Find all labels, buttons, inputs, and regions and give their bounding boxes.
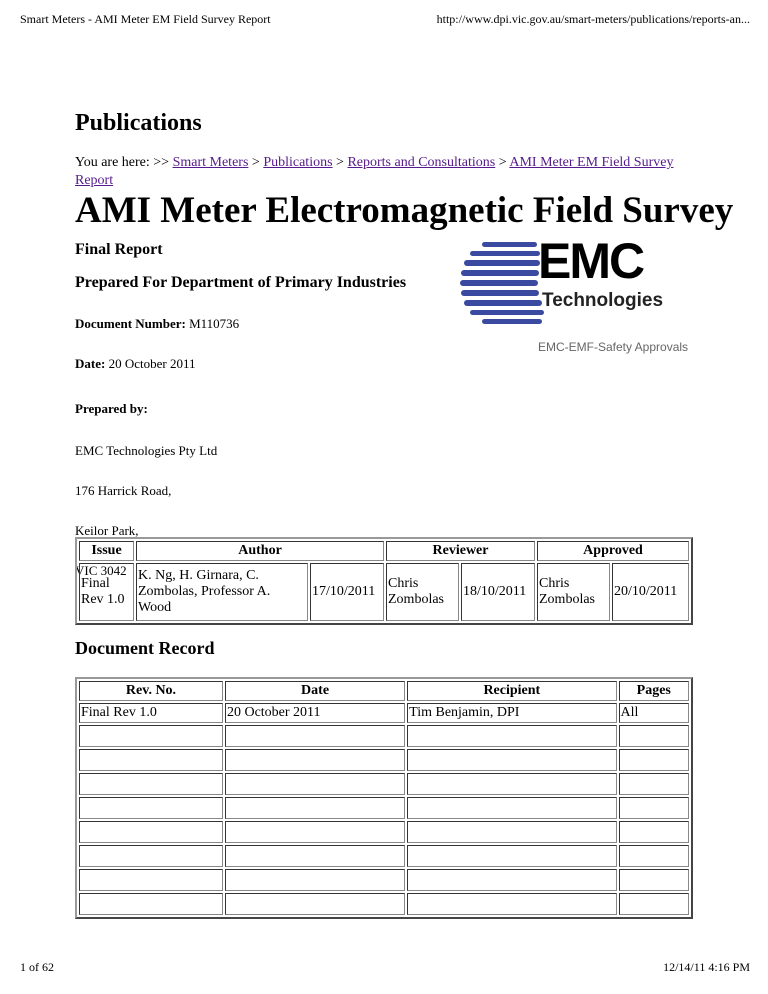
empty-cell	[619, 725, 689, 747]
empty-cell	[407, 893, 616, 915]
empty-cell	[79, 749, 223, 771]
empty-cell	[79, 725, 223, 747]
empty-cell	[407, 725, 616, 747]
cell-date: 20 October 2011	[225, 703, 405, 723]
breadcrumb-publications[interactable]: Publications	[263, 155, 333, 170]
address-line: 176 Harrick Road,	[75, 483, 172, 498]
empty-cell	[407, 845, 616, 867]
subtitle: Final Report	[75, 241, 163, 258]
empty-cell	[619, 797, 689, 819]
header-author: Author	[136, 541, 384, 561]
address-line: Keilor Park,	[75, 523, 139, 538]
doc-number-value: M110736	[189, 316, 240, 331]
empty-cell	[79, 773, 223, 795]
doc-number-label: Document Number:	[75, 316, 186, 331]
prepared-for: Prepared For Department of Primary Industries	[75, 274, 407, 291]
header-pages: Pages	[619, 681, 689, 701]
table-row	[79, 703, 689, 723]
empty-cell	[225, 869, 405, 891]
print-header-title: Smart Meters - AMI Meter EM Field Survey Report	[20, 12, 271, 26]
logo-tagline: EMC-EMF-Safety Approvals	[538, 340, 689, 354]
page-number: 1 of 62	[20, 960, 54, 974]
table-row-empty	[79, 725, 689, 747]
logo-name: EMC	[538, 233, 644, 289]
header-rev: Rev. No.	[79, 681, 223, 701]
empty-cell	[407, 821, 616, 843]
breadcrumb-reports[interactable]: Reports and Consultations	[347, 155, 496, 170]
empty-cell	[619, 773, 689, 795]
table-row-empty	[79, 845, 689, 867]
date-value: 20 October 2011	[108, 356, 196, 371]
cell-author-date: 17/10/2011	[310, 563, 384, 621]
cell-approver: Chris Zombolas	[537, 563, 610, 621]
cell-issue: Final Rev 1.0	[79, 563, 134, 621]
header-approved: Approved	[537, 541, 689, 561]
emc-logo	[460, 233, 696, 356]
breadcrumb-sep: >	[251, 155, 260, 170]
cell-recipient: Tim Benjamin, DPI	[407, 703, 616, 723]
empty-cell	[619, 869, 689, 891]
timestamp: 12/14/11 4:16 PM	[663, 960, 750, 974]
breadcrumb-smart-meters[interactable]: Smart Meters	[172, 155, 249, 170]
table-row-empty	[79, 797, 689, 819]
globe-icon	[460, 236, 550, 336]
print-header-url: http://www.dpi.vic.gov.au/smart-meters/publications/reports-an...	[436, 12, 750, 26]
empty-cell	[79, 797, 223, 819]
empty-cell	[225, 797, 405, 819]
empty-cell	[407, 869, 616, 891]
date	[75, 356, 195, 372]
document-title: AMI Meter Electromagnetic Field Survey	[75, 190, 734, 231]
header-recipient: Recipient	[407, 681, 616, 701]
section-title: Publications	[75, 110, 202, 136]
empty-cell	[407, 773, 616, 795]
approval-table	[75, 537, 693, 625]
cell-approved-date: 20/10/2011	[612, 563, 689, 621]
breadcrumb-current[interactable]: AMI Meter EM Field Survey Report	[75, 155, 674, 188]
empty-cell	[79, 821, 223, 843]
breadcrumb-sep: >	[336, 155, 344, 170]
table-row-empty	[79, 773, 689, 795]
table-row-empty	[79, 821, 689, 843]
date-label: Date:	[75, 356, 106, 371]
header-issue: Issue	[79, 541, 134, 561]
record-heading: Document Record	[75, 638, 215, 658]
empty-cell	[407, 749, 616, 771]
empty-cell	[225, 725, 405, 747]
cell-author: K. Ng, H. Girnara, C. Zombolas, Professor A. Wood	[136, 563, 308, 621]
cell-rev: Final Rev 1.0	[79, 703, 223, 723]
address-line: VIC 3042	[75, 563, 127, 578]
header-date: Date	[225, 681, 405, 701]
empty-cell	[225, 845, 405, 867]
empty-cell	[225, 773, 405, 795]
record-table	[75, 677, 693, 919]
empty-cell	[407, 797, 616, 819]
breadcrumb-sep: >	[498, 155, 507, 170]
breadcrumb-prefix: You are here: >>	[75, 155, 170, 170]
cell-reviewer-date: 18/10/2011	[461, 563, 535, 621]
empty-cell	[225, 749, 405, 771]
table-row-empty	[79, 893, 689, 915]
empty-cell	[619, 821, 689, 843]
table-row-empty	[79, 749, 689, 771]
empty-cell	[619, 845, 689, 867]
empty-cell	[225, 821, 405, 843]
empty-cell	[225, 893, 405, 915]
cell-pages: All	[619, 703, 689, 723]
breadcrumb	[75, 154, 695, 190]
empty-cell	[619, 893, 689, 915]
address-line: EMC Technologies Pty Ltd	[75, 443, 218, 458]
prepared-by-label: Prepared by:	[75, 401, 148, 416]
empty-cell	[619, 749, 689, 771]
header-reviewer: Reviewer	[386, 541, 535, 561]
empty-cell	[79, 893, 223, 915]
empty-cell	[79, 845, 223, 867]
table-row-empty	[79, 869, 689, 891]
logo-sub: Technologies	[542, 290, 664, 311]
cell-reviewer: Chris Zombolas	[386, 563, 459, 621]
doc-number	[75, 316, 239, 332]
empty-cell	[79, 869, 223, 891]
